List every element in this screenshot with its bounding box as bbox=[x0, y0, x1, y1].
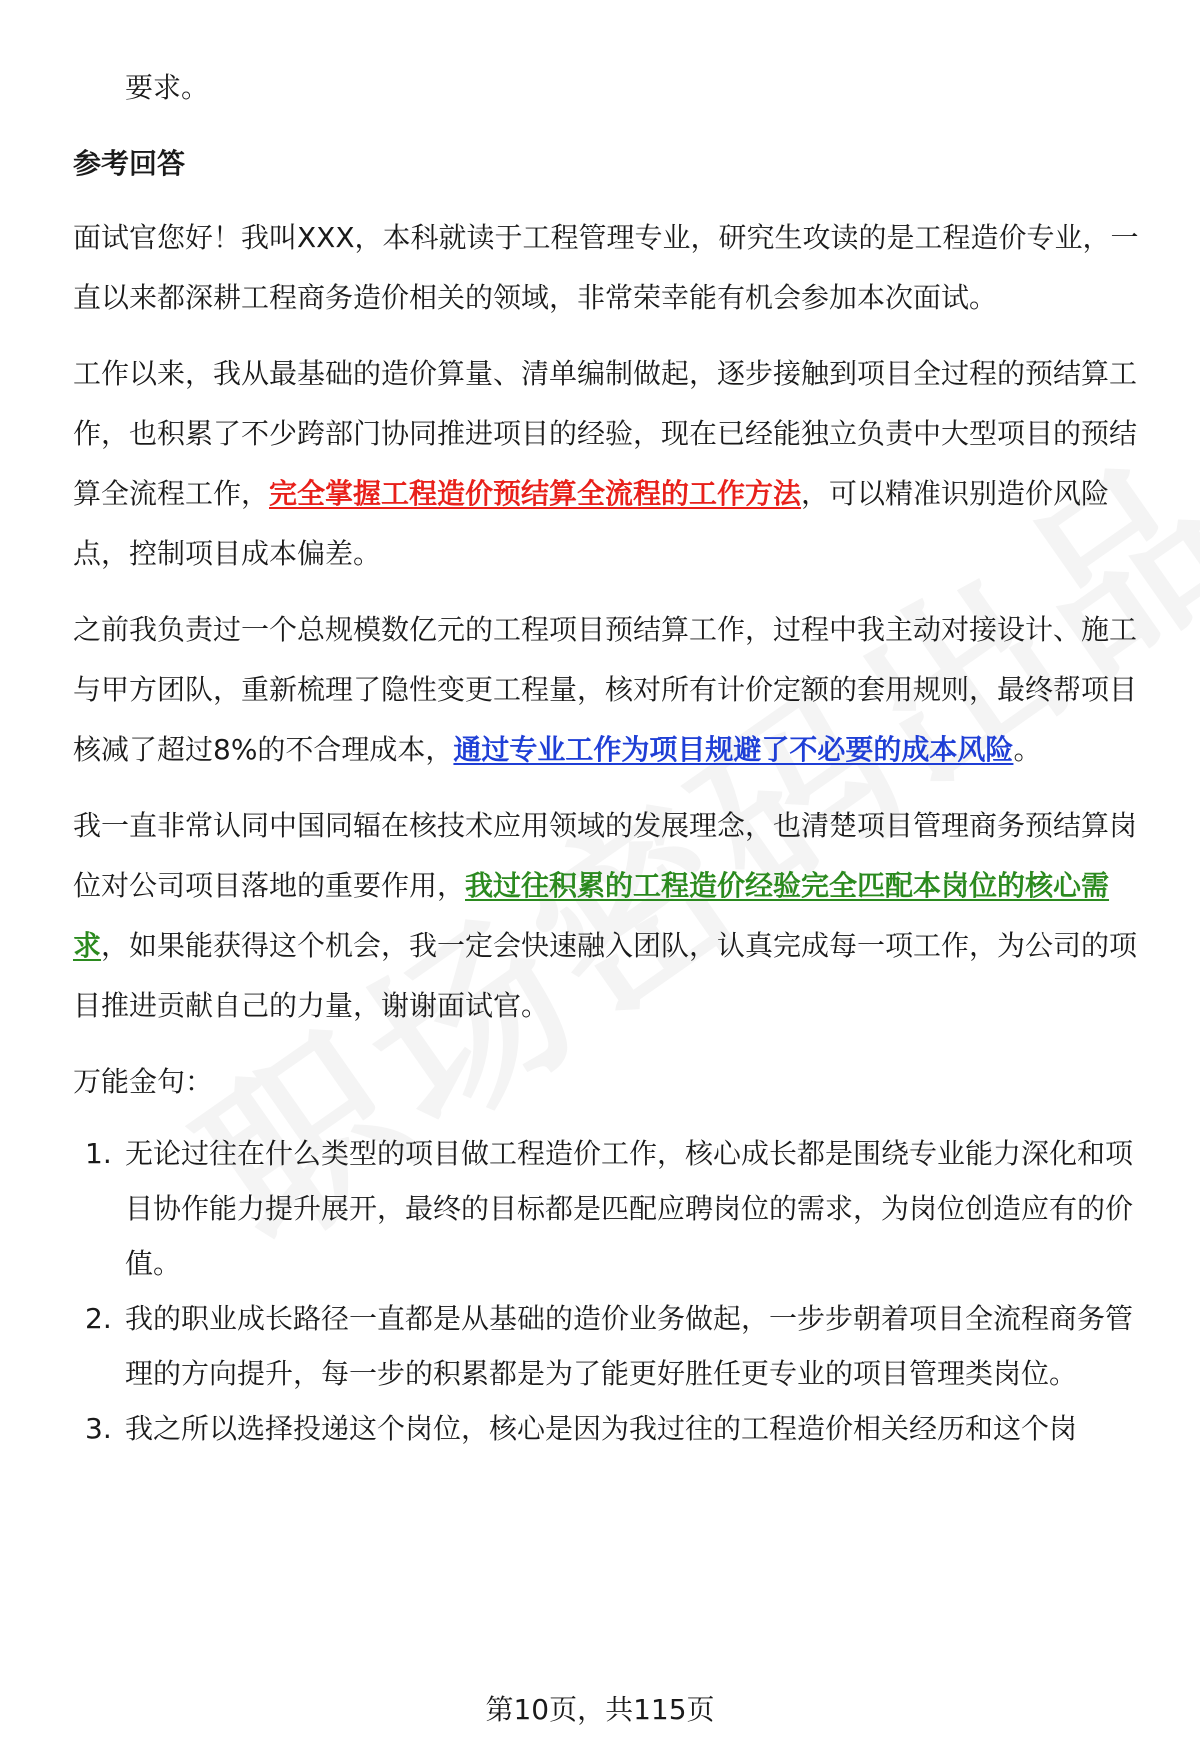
golden-title: 万能金句： bbox=[73, 1065, 214, 1098]
continued-text: 要求。 bbox=[125, 71, 210, 104]
work-highlight: 完全掌握工程造价预结算全流程的工作方法 bbox=[269, 477, 802, 510]
list-number: 2. bbox=[85, 1302, 112, 1335]
list-text: 我之所以选择投递这个岗位，核心是因为我过往的工程造价相关经历和这个岗 bbox=[125, 1412, 1078, 1445]
closing-highlight: 我过往积累的工程造价经验完全匹配本岗位的核心需求 bbox=[73, 869, 1110, 962]
project-text: 之前我负责过一个总规模数亿元的工程项目预结算工作，过程中我主动对接设计、施工与甲方团队，重新梳理了隐性变更工程量，核对所有计价定额的套用规则，最终帮项目核减了超过8%的不合理成本， bbox=[73, 613, 1138, 766]
closing-text: 我一直非常认同中国同辐在核技术应用领域的发展理念，也清楚项目管理商务预结算岗位对公司项目落地的重要作用， bbox=[73, 809, 1138, 902]
intro-paragraph: 面试官您好！我叫XXX，本科就读于工程管理专业，研究生攻读的是工程造价专业，一直以来都深耕工程商务造价相关的领域，非常荣幸能有机会参加本次面试。 bbox=[73, 221, 1139, 314]
closing-paragraph bbox=[73, 796, 1153, 1036]
project-text-end: 。 bbox=[1013, 733, 1042, 766]
list-text: 我的职业成长路径一直都是从基础的造价业务做起，一步步朝着项目全流程商务管理的方向提升，每一步的积累都是为了能更好胜任更专业的项目管理类岗位。 bbox=[125, 1302, 1134, 1390]
list-item bbox=[73, 1126, 1153, 1291]
project-highlight: 通过专业工作为项目规避了不必要的成本风险 bbox=[453, 733, 1014, 766]
answer-heading: 参考回答 bbox=[73, 147, 186, 180]
work-paragraph bbox=[73, 344, 1153, 584]
closing-text-end: ，如果能获得这个机会，我一定会快速融入团队，认真完成每一项工作，为公司的项目推进贡献自己的力量，谢谢面试官。 bbox=[73, 929, 1138, 1022]
work-text-end: ，可以精准识别造价风险点，控制项目成本偏差。 bbox=[73, 477, 1110, 570]
page-number: 第10页，共115页 bbox=[485, 1693, 715, 1726]
project-paragraph bbox=[73, 600, 1153, 780]
list-item bbox=[73, 1401, 1153, 1456]
list-number: 1. bbox=[85, 1137, 112, 1170]
page-content bbox=[73, 58, 1153, 1456]
work-text: 工作以来，我从最基础的造价算量、清单编制做起，逐步接触到项目全过程的预结算工作，也积累了不少跨部门协同推进项目的经验，现在已经能独立负责中大型项目的预结算全流程工作， bbox=[73, 357, 1138, 510]
list-number: 3. bbox=[85, 1412, 112, 1445]
list-text: 无论过往在什么类型的项目做工程造价工作，核心成长都是围绕专业能力深化和项目协作能力提升展开，最终的目标都是匹配应聘岗位的需求，为岗位创造应有的价值。 bbox=[125, 1137, 1134, 1280]
golden-list bbox=[73, 1126, 1153, 1456]
list-item bbox=[73, 1291, 1153, 1401]
